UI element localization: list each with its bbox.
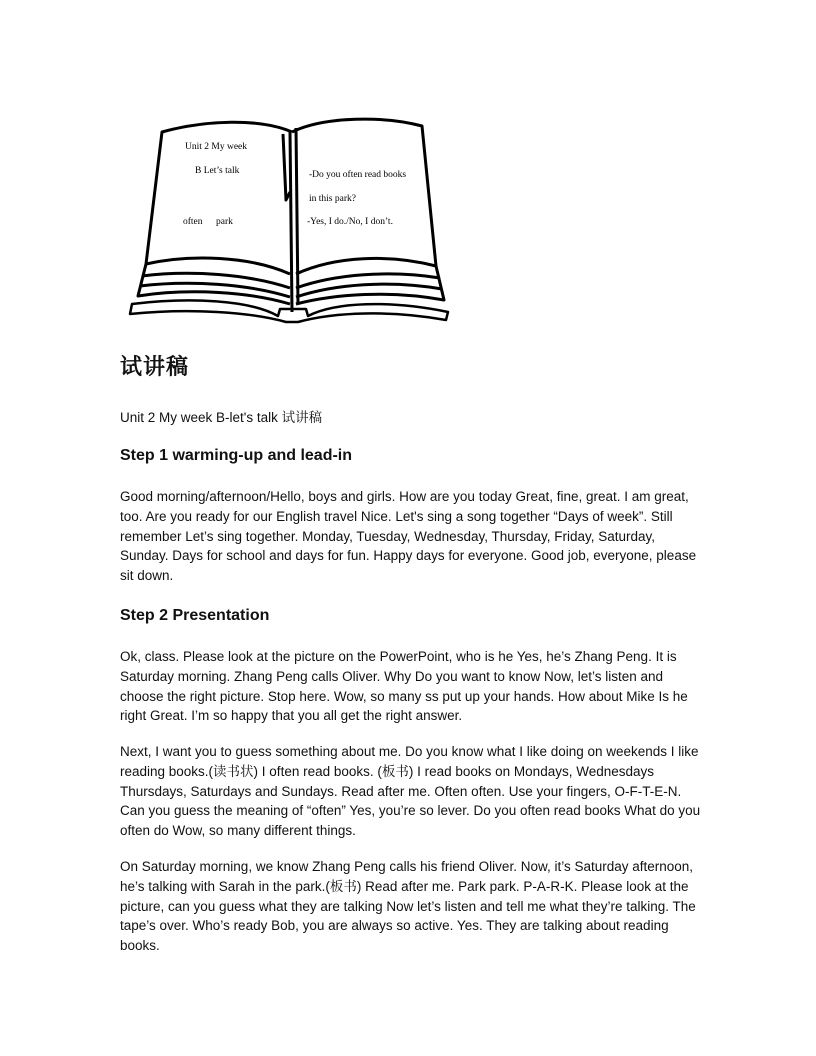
book-left-line1: Unit 2 My week	[185, 142, 248, 152]
open-book-illustration	[120, 104, 450, 326]
step2-paragraph-3: On Saturday morning, we know Zhang Peng calls his friend Oliver. Now, it’s Saturday afternoon, he’s talking with Sarah in the park.(板书) Read after me. Park park. P-A-R-K. Please look at the picture, can you guess what they are talking Now let’s listen and tell me what they’re talking. The tape’s over. Who’s ready Bob, you are always so active. Yes. They are talking about reading books.	[120, 859, 696, 954]
step2-paragraph-2: Next, I want you to guess something about me. Do you know what I like doing on weekends I like reading books.(读书状) I often read books. (板书) I read books on Mondays, Wednesdays Thursdays, Saturdays and Sundays. Read after me. Often often. Use your fingers, O-F-T-E-N. Can you guess the meaning of “often” Yes, you’re so lever. Do you often read books What do you often do Wow, so many different things.	[120, 744, 701, 839]
open-book-drawing	[120, 104, 450, 326]
step1-heading: Step 1 warming-up and lead-in	[120, 447, 353, 464]
book-right-line3: -Yes, I do./No, I don’t.	[307, 217, 393, 227]
book-right-line2: in this park?	[309, 194, 356, 204]
document-title: 试讲稿	[120, 354, 190, 379]
book-left-word2: park	[216, 217, 233, 227]
step2-heading: Step 2 Presentation	[120, 607, 270, 624]
book-left-line2: B Let’s talk	[195, 166, 240, 176]
book-left-word1: often	[183, 217, 203, 227]
step2-paragraph-1: Ok, class. Please look at the picture on the PowerPoint, who is he Yes, he’s Zhang Peng. It is Saturday morning. Zhang Peng calls Oliver. Why Do you want to know Now, let’s listen and choose the right picture. Stop here. Wow, so many ss put up your hands. How about Mike Is he right Great. I’m so happy that you all get the right answer.	[120, 649, 688, 724]
book-right-line1: -Do you often read books	[309, 170, 407, 180]
step1-paragraph: Good morning/afternoon/Hello, boys and girls. How are you today Great, fine, great. I am great, too. Are you ready for our English travel Nice. Let's sing a song together “Days of week”. Still remember Let’s sing together. Monday, Tuesday, Wednesday, Thursday, Friday, Saturday, Sunday. Days for school and days for fun. Happy days for everyone. Good job, everyone, please sit down.	[120, 489, 697, 584]
document-subtitle: Unit 2 My week B-let's talk 试讲稿	[120, 410, 323, 425]
